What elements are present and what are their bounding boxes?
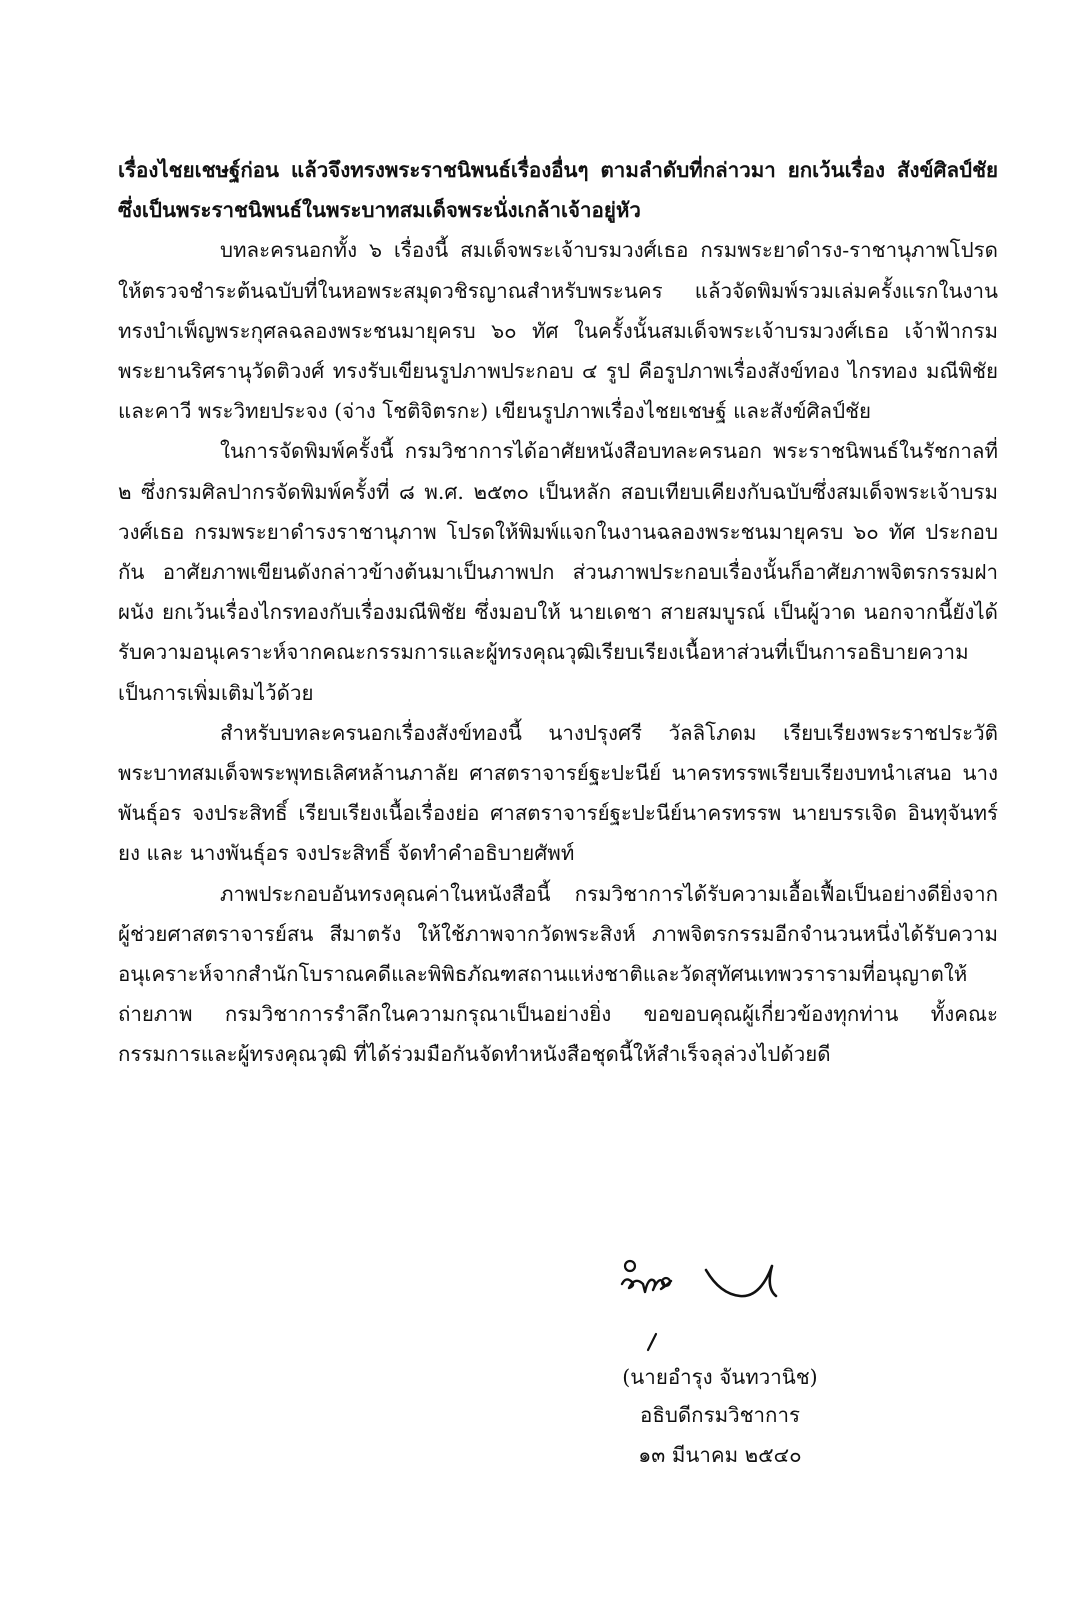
- signatory-name: (นายอำรุง จันทวานิช): [622, 1365, 818, 1389]
- signatory-title: อธิบดีกรมวิชาการ: [640, 1403, 800, 1427]
- body-text: [118, 150, 998, 1075]
- paragraph-editions: บทละครนอกทั้ง ๖ เรื่องนี้ สมเด็จพระเจ้าบรมวงศ์เธอ กรมพระยาดำรง-ราชานุภาพโปรดให้ตรวจชำระต้นฉบับที่ในหอพระสมุดวชิรญาณสำหรับพระนคร แล้วจัดพิมพ์รวมเล่มครั้งแรกในงานทรงบำเพ็ญพระกุศลฉลองพระชนมายุครบ ๖๐ ทัศ ในครั้งนั้นสมเด็จพระเจ้าบรมวงศ์เธอ เจ้าฟ้ากรมพระยานริศรานุวัดติวงศ์ ทรงรับเขียนรูปภาพประกอบ ๔ รูป คือรูปภาพเรื่องสังข์ทอง ไกรทอง มณีพิชัย และคาวี พระวิทยประจง (จ่าง โชติจิตรกะ) เขียนรูปภาพเรื่องไชยเชษฐ์ และสังข์ศิลป์ชัย: [118, 238, 998, 424]
- signature-date: ๑๓ มีนาคม ๒๕๔๐: [638, 1443, 802, 1467]
- paragraph-this-printing: ในการจัดพิมพ์ครั้งนี้ กรมวิชาการได้อาศัยหนังสือบทละครนอก พระราชนิพนธ์ในรัชกาลที่ ๒ ซึ่งกรมศิลปากรจัดพิมพ์ครั้งที่ ๘ พ.ศ. ๒๕๓๐ เป็นหลัก สอบเทียบเคียงกับฉบับซึ่งสมเด็จพระเจ้าบรมวงศ์เธอ กรมพระยาดำรงราชานุภาพ โปรดให้พิมพ์แจกในงานฉลองพระชนมายุครบ ๖๐ ทัศ ประกอบกัน อาศัยภาพเขียนดังกล่าวข้างต้นมาเป็นภาพปก ส่วนภาพประกอบเรื่องนั้นก็อาศัยภาพจิตรกรรมฝาผนัง ยกเว้นเรื่องไกรทองกับเรื่องมณีพิชัย ซึ่งมอบให้ นายเดชา สายสมบูรณ์ เป็นผู้วาด นอกจากนี้ยังได้รับความอนุเคราะห์จากคณะกรรมการและผู้ทรงคุณวุฒิเรียบเรียงเนื้อหาส่วนที่เป็นการอธิบายความเป็นการเพิ่มเติมไว้ด้วย: [118, 439, 998, 705]
- paragraph-acknowledgements: ภาพประกอบอันทรงคุณค่าในหนังสือนี้ กรมวิชาการได้รับความเอื้อเฟื้อเป็นอย่างดียิ่งจาก ผู้ช่วยศาสตราจารย์สน สีมาตรัง ให้ใช้ภาพจากวัดพระสิงห์ ภาพจิตรกรรมอีกจำนวนหนึ่งได้รับความอนุเคราะห์จากสำนักโบราณคดีและพิพิธภัณฑสถานแห่งชาติและวัดสุทัศนเทพวรารามที่อนุญาตให้ถ่ายภาพ กรมวิชาการรำลึกในความกรุณาเป็นอย่างยิ่ง ขอขอบคุณผู้เกี่ยวข้องทุกท่าน ทั้งคณะกรรมการและผู้ทรงคุณวุฒิ ที่ได้ร่วมมือกันจัดทำหนังสือชุดนี้ให้สำเร็จลุล่วงไปด้วยดี: [118, 881, 998, 1067]
- paragraph-contributors: สำหรับบทละครนอกเรื่องสังข์ทองนี้ นางปรุงศรี วัลลิโภดม เรียบเรียงพระราชประวัติพระบาทสมเด็จพระพุทธเลิศหล้านภาลัย ศาสตราจารย์ฐะปะนีย์ นาครทรรพเรียบเรียงบทนำเสนอ นางพันธุ์อร จงประสิทธิ์ เรียบเรียงเนื้อเรื่องย่อ ศาสตราจารย์ฐะปะนีย์นาครทรรพ นายบรรเจิด อินทุจันทร์ยง และ นางพันธุ์อร จงประสิทธิ์ จัดทำคำอธิบายศัพท์: [118, 720, 998, 866]
- paragraph-intro: เรื่องไชยเชษฐ์ก่อน แล้วจึงทรงพระราชนิพนธ์เรื่องอื่นๆ ตามลำดับที่กล่าวมา ยกเว้นเรื่อง สังข์ศิลป์ชัย ซึ่งเป็นพระราชนิพนธ์ในพระบาทสมเด็จพระนั่งเกล้าเจ้าอยู่หัว: [118, 158, 998, 223]
- handwritten-signature: [620, 1258, 800, 1358]
